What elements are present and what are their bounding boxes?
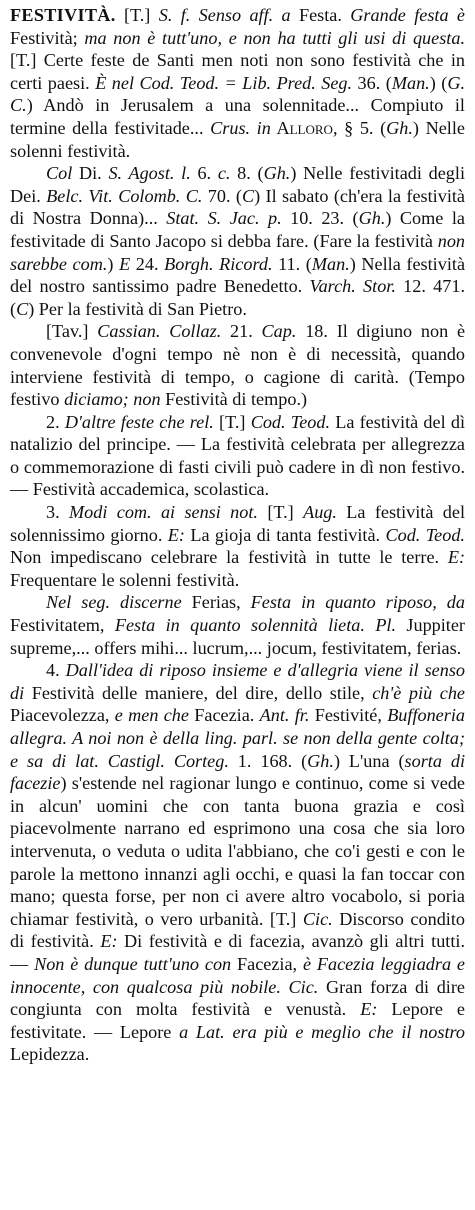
text-run: ) Nella festività del nostro santissimo padre Benedetto. — [10, 253, 466, 297]
italic-run: E: — [360, 999, 378, 1020]
text-run: 11. ( — [272, 253, 312, 274]
entry-paragraph-sense-2 — [10, 411, 465, 501]
text-run: 10. 23. ( — [281, 208, 359, 229]
italic-run: Cassian. Collaz. — [97, 321, 222, 342]
italic-run: ma non è tutt'uno, e non ha tutti gli usi di questa. — [84, 27, 465, 48]
italic-run: Cod. Teod. — [250, 411, 331, 432]
italic-run: Col — [46, 163, 73, 184]
italic-run: G. C. — [10, 72, 465, 116]
italic-run: Gh. — [358, 208, 386, 229]
italic-run: D'altre feste che rel. — [64, 411, 214, 432]
italic-run: sorta di facezie — [10, 750, 466, 794]
text-run: Frequentare le solenni festività. — [10, 569, 240, 590]
text-run: Non impediscano celebrare la festività in tutte le terre. — [10, 547, 448, 568]
text-run: Festivitatem, — [10, 615, 115, 636]
text-run: 70. ( — [202, 185, 242, 206]
text-run: Di festività e di facezia, avanzò gli altri tutti. — — [10, 931, 466, 974]
text-run: La festività del dì natalizio del principe. — La festività celebrata per allegrezza o commemorazione di fasti civili può cadere in dì non festivo. — Festività accademica, scolastica. — [10, 411, 465, 500]
italic-run: E — [119, 253, 131, 274]
italic-run: diciamo; non — [64, 389, 161, 410]
italic-run: Borgh. Ricord. — [164, 253, 273, 274]
italic-run: C — [16, 298, 29, 319]
text-run: 18. Il digiuno non è convenevole d'ogni tempo nè non è di necessità, quando interviene festività di tempo, o cagione di carità. (Tempo festivo — [10, 321, 466, 410]
italic-run: Aug. — [303, 502, 337, 523]
italic-run: Festa in quanto riposo, da — [250, 592, 465, 613]
italic-run: Gh. — [263, 163, 291, 184]
italic-run: Cap. — [261, 321, 297, 342]
text-run: Lepore e festivitate. — Lepore — [10, 999, 465, 1042]
text-run: ) Come la festivitade di Santo Jacopo si debba fare. (Fare la festività — [10, 208, 465, 251]
text-run: Facezia, — [231, 953, 303, 974]
text-run: Juppiter supreme,... offers mihi... lucrum,... jocum, festivitatem, ferias. — [10, 615, 465, 658]
text-run: 12. 471. ( — [10, 276, 465, 319]
text-run: 2. — [46, 411, 65, 432]
italic-run: È nel Cod. Teod. = Lib. Pred. Seg. — [95, 72, 353, 93]
text-run: Festività di tempo.) — [160, 389, 308, 410]
text-run: ) Andò in Jerusalem a una solennitade... Compiuto il termine della festivitade... — [10, 95, 465, 138]
italic-run: Gh. — [307, 750, 334, 771]
text-run: ) Nelle solenni festività. — [10, 117, 465, 161]
italic-run: C — [241, 185, 255, 206]
italic-run: non sarebbe com. — [10, 230, 465, 274]
italic-run: S. f. Senso aff. a — [158, 5, 291, 25]
small-caps-run: lloro — [289, 117, 333, 138]
text-run: Festa. — [290, 5, 351, 25]
text-run: [Tav.] — [46, 321, 98, 342]
text-run: A — [270, 117, 290, 138]
headword: FESTIVITÀ. — [10, 5, 116, 25]
text-run: ) — [107, 253, 120, 274]
text-run: 4. — [46, 660, 66, 681]
entry-paragraph-sense-4 — [10, 659, 465, 1066]
text-run: La festività del solennissimo giorno. — [10, 502, 465, 545]
text-run: ) Nelle festivitadi degli Dei. — [10, 163, 466, 206]
text-run: ) Per la festività di San Pietro. — [28, 298, 247, 319]
text-run: 3. — [46, 502, 69, 523]
text-run: [T.] — [257, 502, 304, 523]
text-run: 24. — [130, 253, 165, 274]
entry-paragraph-col-di — [10, 162, 465, 320]
text-run: Piacevolezza, — [10, 705, 115, 726]
italic-run: S. Agost. l. — [108, 163, 191, 184]
italic-run: Cic. — [302, 908, 333, 929]
italic-run: Gh. — [386, 117, 413, 138]
italic-run: Grande festa è — [350, 5, 465, 25]
italic-run: è Facezia leggiadra e innocente, con qualcosa più nobile. Cic. — [10, 953, 466, 997]
italic-run: Nel seg. discerne — [46, 592, 182, 613]
text-run: 8. ( — [230, 163, 264, 184]
text-run: 36. ( — [352, 72, 392, 93]
text-run: 1. 168. ( — [228, 750, 308, 771]
text-run: ) s'estende nel ragionar lungo e continuo, come si vede in alcun' uomini che con tanta buona grazia e così piacevolmente narrano ed esprimono una cosa che sia loro intervenuta, o veduta o udita l'abbiano, che co'i gesti e con le parole la mettono innanzi agli occhi, e quasi la fan toccar con mano; questa forse, per non ci avere altro vocabolo, si poria chiamar festività, o vero urbanità. [T.] — [10, 773, 465, 929]
entry-paragraph-nel-seg — [10, 591, 465, 659]
text-run: [T.] Certe feste de Santi men noti non sono festività che in certi paesi. — [10, 50, 465, 93]
italic-run: Cod. Teod. — [385, 524, 465, 545]
text-run: 6. — [190, 163, 218, 184]
italic-run: E: — [100, 931, 118, 952]
text-run: Festività delle maniere, del dire, dello stile, — [24, 682, 373, 703]
text-run: ) L'una ( — [333, 750, 405, 771]
text-run: Facezia. — [188, 705, 260, 726]
text-run: [T.] — [213, 411, 251, 432]
italic-run: c. — [217, 163, 231, 184]
italic-run: Buffoneria allegra. A noi non è della ling. parl. se non della gente colta; e sa di lat. Castigl. Corteg. — [10, 705, 465, 771]
italic-run: Crus. in — [210, 117, 271, 138]
italic-run: Belc. Vit. Colomb. C. — [46, 185, 203, 206]
text-run: ) Il sabato (ch'era la festività di Nostra Donna)... — [10, 185, 466, 229]
italic-run: a Lat. era più e meglio che il nostro — [179, 1021, 465, 1042]
italic-run: ch'è più che — [372, 682, 465, 703]
italic-run: Non è dunque tutt'uno con — [34, 953, 232, 974]
text-run: Festività; — [10, 27, 85, 48]
text-run: Gran forza di dire congiunta con molta festività e venustà. — [10, 976, 465, 1020]
italic-run: Festa in quanto solennità lieta. Pl. — [114, 615, 397, 636]
text-run: ) ( — [429, 72, 448, 93]
text-run: Festivité, — [309, 705, 388, 726]
dictionary-entry — [10, 4, 465, 1066]
italic-run: Ant. fr. — [259, 705, 310, 726]
text-run: Ferias, — [181, 592, 251, 613]
italic-run: Stat. S. Jac. p. — [166, 208, 282, 229]
text-run: Discorso condito di festività. — [10, 908, 465, 952]
italic-run: Dall'idea di riposo insieme e d'allegria viene il senso di — [10, 660, 466, 703]
italic-run: E: — [167, 524, 185, 545]
text-run: Lepidezza. — [10, 1044, 90, 1065]
text-run: [T.] — [115, 5, 159, 25]
italic-run: e men che — [114, 705, 189, 726]
text-run: La gioja di tanta festività. — [184, 524, 386, 545]
text-run: Di. — [72, 163, 109, 184]
entry-paragraph-intro — [10, 4, 465, 162]
text-run: 21. — [221, 321, 262, 342]
italic-run: Man. — [391, 72, 430, 93]
italic-run: E: — [447, 547, 465, 568]
italic-run: Modi com. ai sensi not. — [69, 502, 258, 523]
entry-paragraph-tav — [10, 320, 465, 410]
italic-run: Varch. Stor. — [309, 276, 396, 297]
italic-run: Man. — [311, 253, 350, 274]
text-run: , § 5. ( — [332, 117, 387, 138]
entry-paragraph-sense-3 — [10, 501, 465, 591]
